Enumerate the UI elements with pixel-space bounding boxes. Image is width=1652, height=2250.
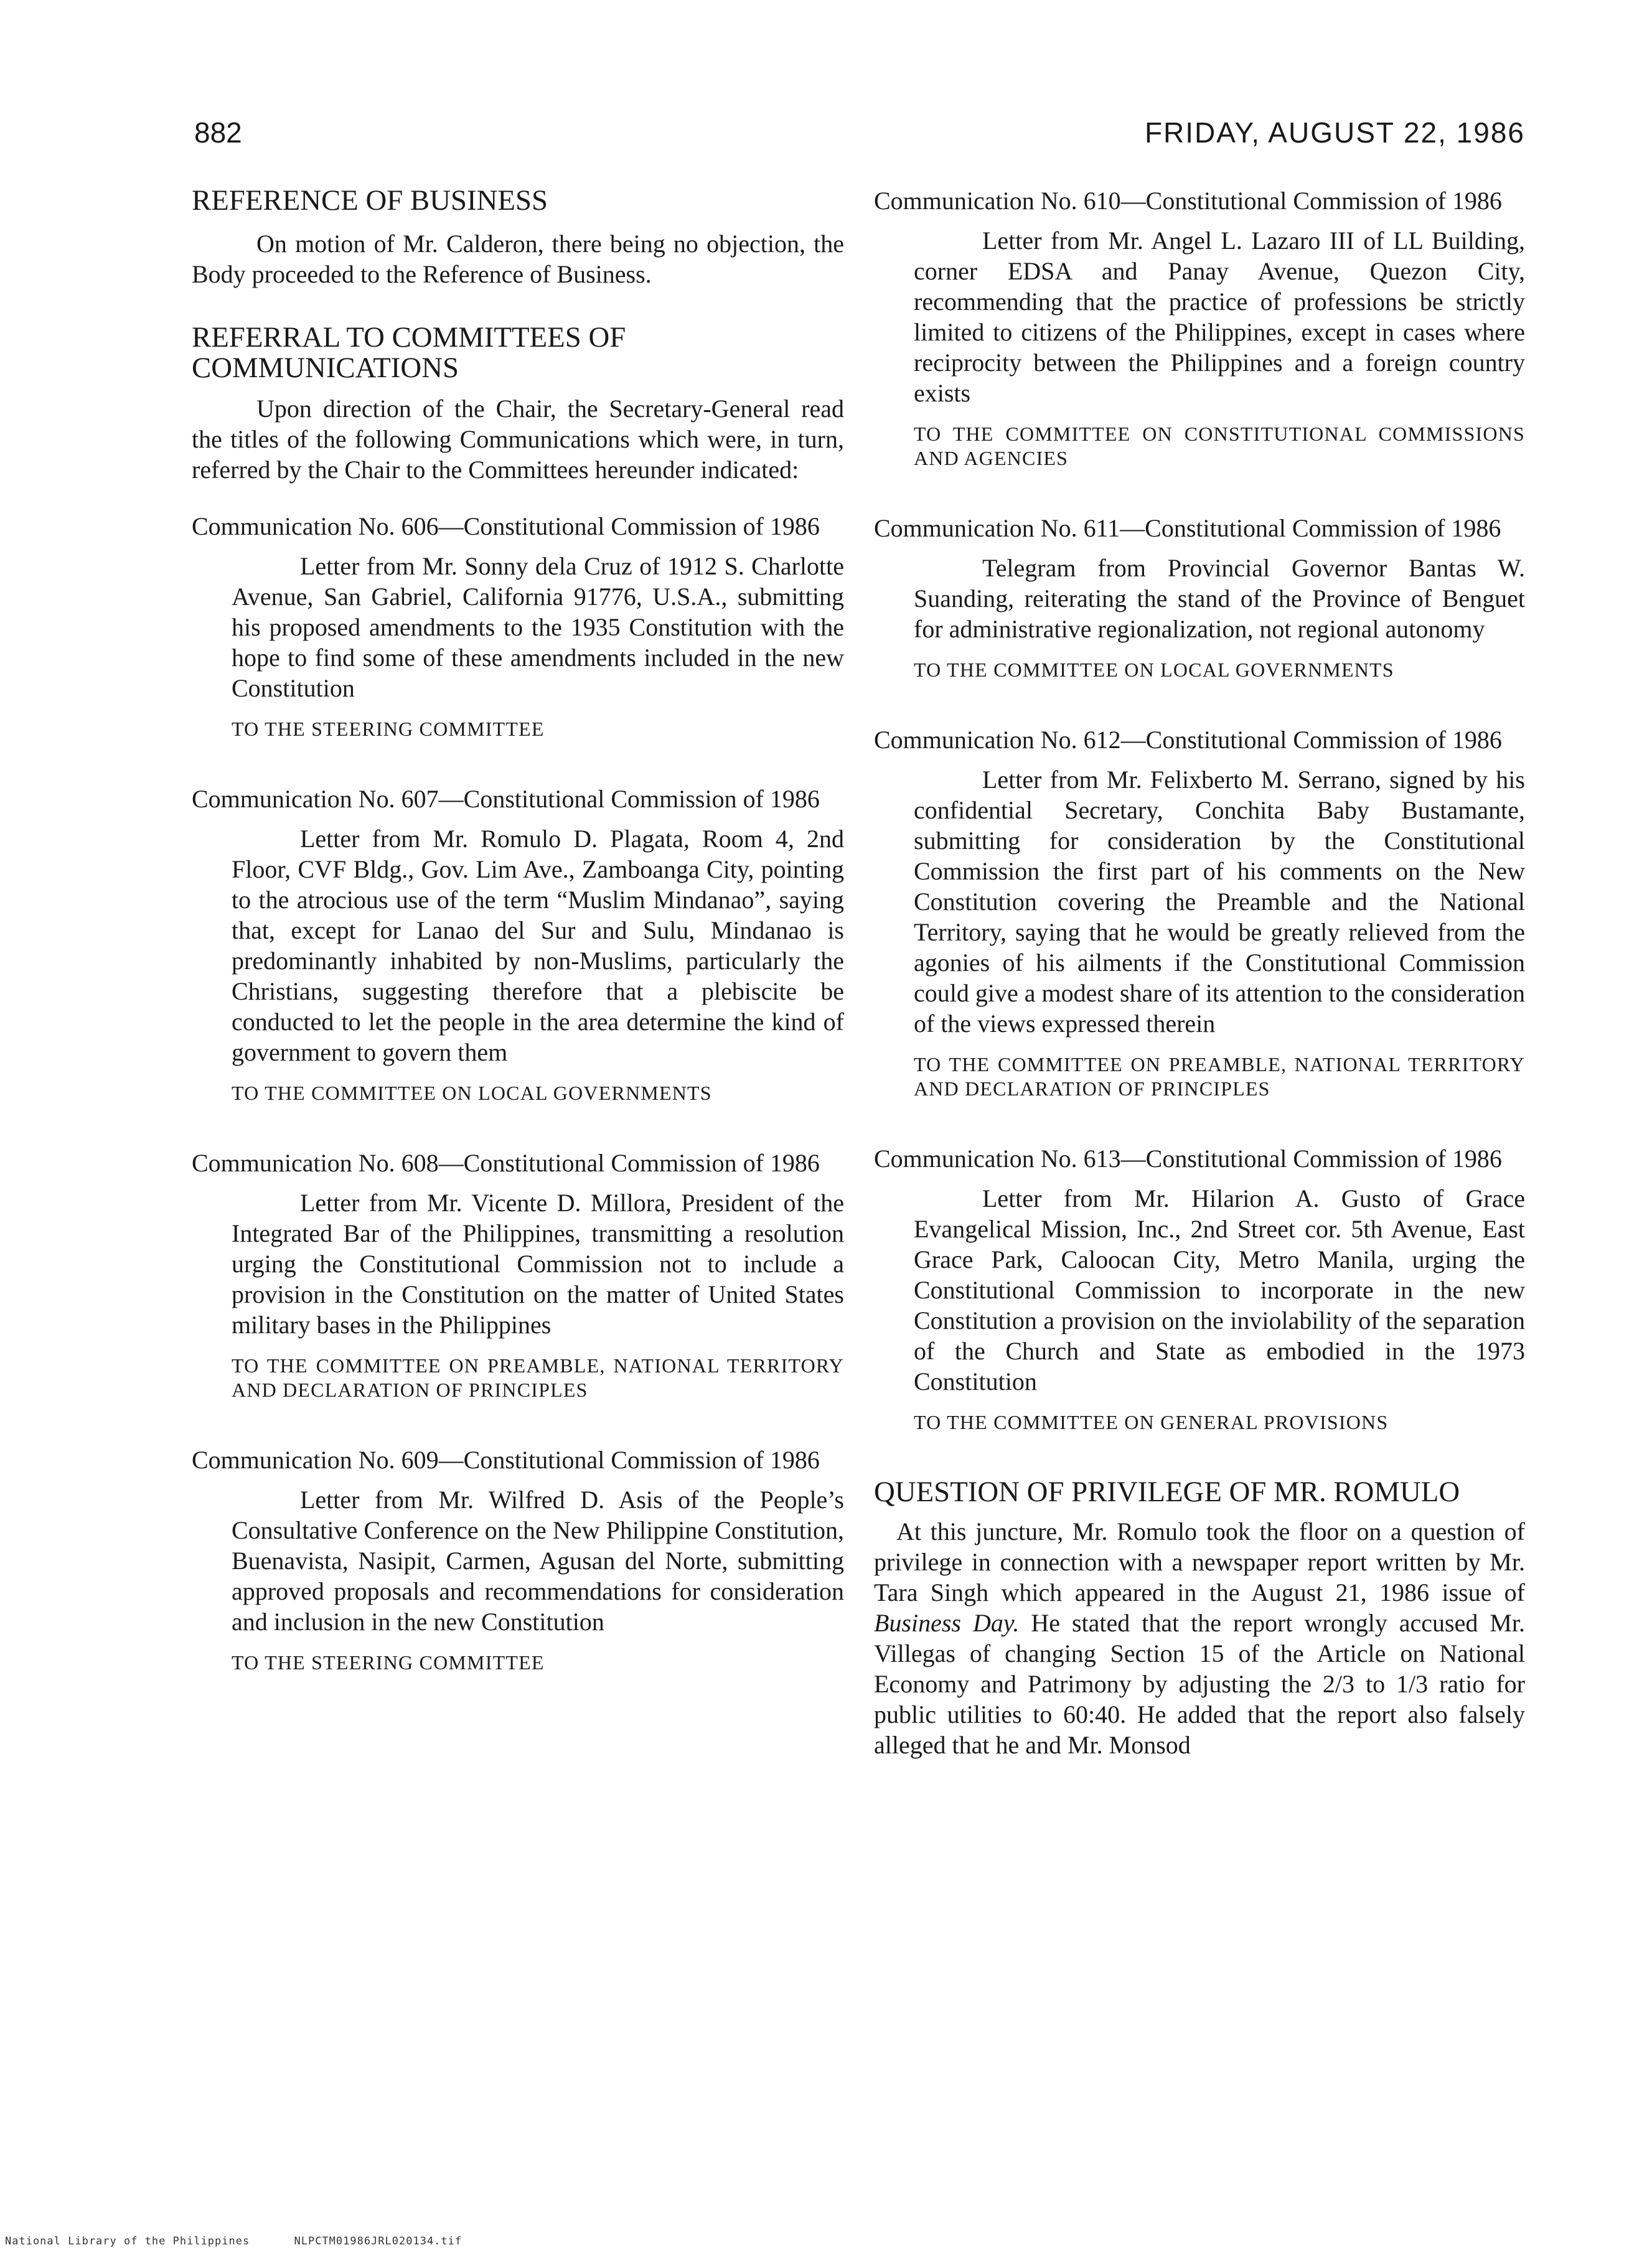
communication-title: Communication No. 606—Constitutional Commission of 1986: [192, 512, 820, 540]
communication-title: Communication No. 611—Constitutional Commission of 1986: [874, 514, 1501, 542]
communication-body: Letter from Mr. Felixberto M. Serrano, signed by his confidential Secretary, Conchita Baby Bustamante, submitting for consideration by the Constitutional Commission the first part of his comments on the New Constitution covering the Preamble and the National Territory, saying that he would be greatly relieved from the agonies of his ailments if the Constitutional Commission could give a modest share of its attention to the consideration of the views expressed therein: [914, 766, 1525, 1038]
reference-of-business-text: On motion of Mr. Calderon, there being no objection, the Body proceeded to the Reference of Business.: [192, 230, 844, 288]
referral-text: Upon direction of the Chair, the Secretary-General read the titles of the following Communications which were, in turn, referred by the Chair to the Committees hereunder indicated:: [192, 395, 844, 484]
referral-title-line2: COMMUNICATIONS: [192, 352, 459, 384]
communication-referral: TO THE COMMITTEE ON LOCAL GOVERNMENTS: [232, 1082, 712, 1104]
communication-606: [192, 511, 844, 741]
referral-title: [192, 322, 844, 383]
communication-609: [192, 1445, 844, 1675]
communication-612: [874, 724, 1525, 1101]
communication-title: Communication No. 607—Constitutional Commission of 1986: [192, 785, 820, 813]
right-column: [874, 185, 1525, 1760]
privilege-text-part2: He stated that the report wrongly accused Mr. Villegas of changing Section 15 of the Article on National Economy and Patrimony by adjusting the 2/3 to 1/3 ratio for public utilities to 60:40. He added that the report also falsely alleged that he and Mr. Monsod: [874, 1609, 1525, 1759]
communication-referral: TO THE COMMITTEE ON PREAMBLE, NATIONAL TERRITORY AND DECLARATION OF PRINCIPLES: [914, 1053, 1525, 1100]
communication-title: Communication No. 613—Constitutional Commission of 1986: [874, 1145, 1502, 1173]
privilege-text: [874, 1516, 1525, 1760]
privilege-text-part1: At this juncture, Mr. Romulo took the floor on a question of privilege in connection with a newspaper report written by Mr. Tara Singh which appeared in the August 21, 1986 issue of: [874, 1517, 1525, 1606]
communication-referral: TO THE STEERING COMMITTEE: [232, 1651, 545, 1674]
communication-title: Communication No. 610—Constitutional Commission of 1986: [874, 187, 1502, 215]
file-id: NLPCTM01986JRL020134.tif: [294, 2235, 462, 2248]
page-date: FRIDAY, AUGUST 22, 1986: [1144, 116, 1525, 149]
communication-body: Letter from Mr. Vicente D. Millora, President of the Integrated Bar of the Philippines, transmitting a resolution urging the Constitutional Commission not to include a provision in the Constitution on the matter of United States military bases in the Philippines: [232, 1189, 844, 1339]
reference-of-business-title: REFERENCE OF BUSINESS: [192, 184, 548, 217]
communication-referral: TO THE COMMITTEE ON GENERAL PROVISIONS: [914, 1411, 1389, 1433]
privilege-title: QUESTION OF PRIVILEGE OF MR. ROMULO: [874, 1476, 1460, 1508]
communication-608: [192, 1148, 844, 1402]
library-name: National Library of the Philippines: [5, 2235, 250, 2248]
publication-name: Business Day.: [874, 1609, 1020, 1637]
page-number: 882: [194, 116, 242, 149]
communication-body: Letter from Mr. Angel L. Lazaro III of LL Building, corner EDSA and Panay Avenue, Quezon City, recommending that the practice of professions be strictly limited to citizens of the Philippines, except in cases where reciprocity between the Philippines and a foreign country exists: [914, 227, 1525, 407]
scan-footer: [5, 2235, 499, 2248]
communication-title: Communication No. 612—Constitutional Commission of 1986: [874, 726, 1502, 754]
communication-body: Letter from Mr. Hilarion A. Gusto of Grace Evangelical Mission, Inc., 2nd Street cor. 5th Avenue, East Grace Park, Caloocan City, Metro Manila, urging the Constitutional Commission to incorporate in the new Constitution a provision on the inviolability of the separation of the Church and State as embodied in the 1973 Constitution: [914, 1184, 1525, 1395]
communication-body: Letter from Mr. Sonny dela Cruz of 1912 S. Charlotte Avenue, San Gabriel, California 91776, U.S.A., submitting his proposed amendments to the 1935 Constitution with the hope to find some of these amendments included in the new Constitution: [232, 552, 844, 702]
communication-body: Letter from Mr. Wilfred D. Asis of the People’s Consultative Conference on the New Philippine Constitution, Buenavista, Nasipit, Carmen, Agusan del Norte, submitting approved proposals and recommendations for consideration and inclusion in the new Constitution: [232, 1486, 844, 1636]
communication-body: Telegram from Provincial Governor Bantas W. Suanding, reiterating the stand of the Province of Benguet for administrative regionalization, not regional autonomy: [914, 554, 1525, 643]
communication-referral: TO THE COMMITTEE ON LOCAL GOVERNMENTS: [914, 659, 1394, 681]
referral-title-line1: REFERRAL TO COMMITTEES OF: [192, 321, 626, 354]
communication-referral: TO THE COMMITTEE ON PREAMBLE, NATIONAL TERRITORY AND DECLARATION OF PRINCIPLES: [232, 1354, 844, 1401]
communication-607: [192, 784, 844, 1105]
communication-title: Communication No. 608—Constitutional Commission of 1986: [192, 1149, 820, 1177]
left-column: [192, 185, 844, 1717]
communication-613: [874, 1143, 1525, 1435]
communication-referral: TO THE STEERING COMMITTEE: [232, 718, 545, 740]
communication-610: [874, 185, 1525, 471]
communication-body: Letter from Mr. Romulo D. Plagata, Room 4, 2nd Floor, CVF Bldg., Gov. Lim Ave., Zamboanga City, pointing to the atrocious use of the term “Muslim Mindanao”, saying that, except for Lanao del Sur and Sulu, Mindanao is predominantly inhabited by non-Muslims, particularly the Christians, suggesting therefore that a plebiscite be conducted to let the people in the area determine the kind of government to govern them: [232, 825, 844, 1066]
communication-611: [874, 513, 1525, 682]
communication-referral: TO THE COMMITTEE ON CONSTITUTIONAL COMMISSIONS AND AGENCIES: [914, 423, 1525, 469]
communication-title: Communication No. 609—Constitutional Commission of 1986: [192, 1446, 820, 1474]
